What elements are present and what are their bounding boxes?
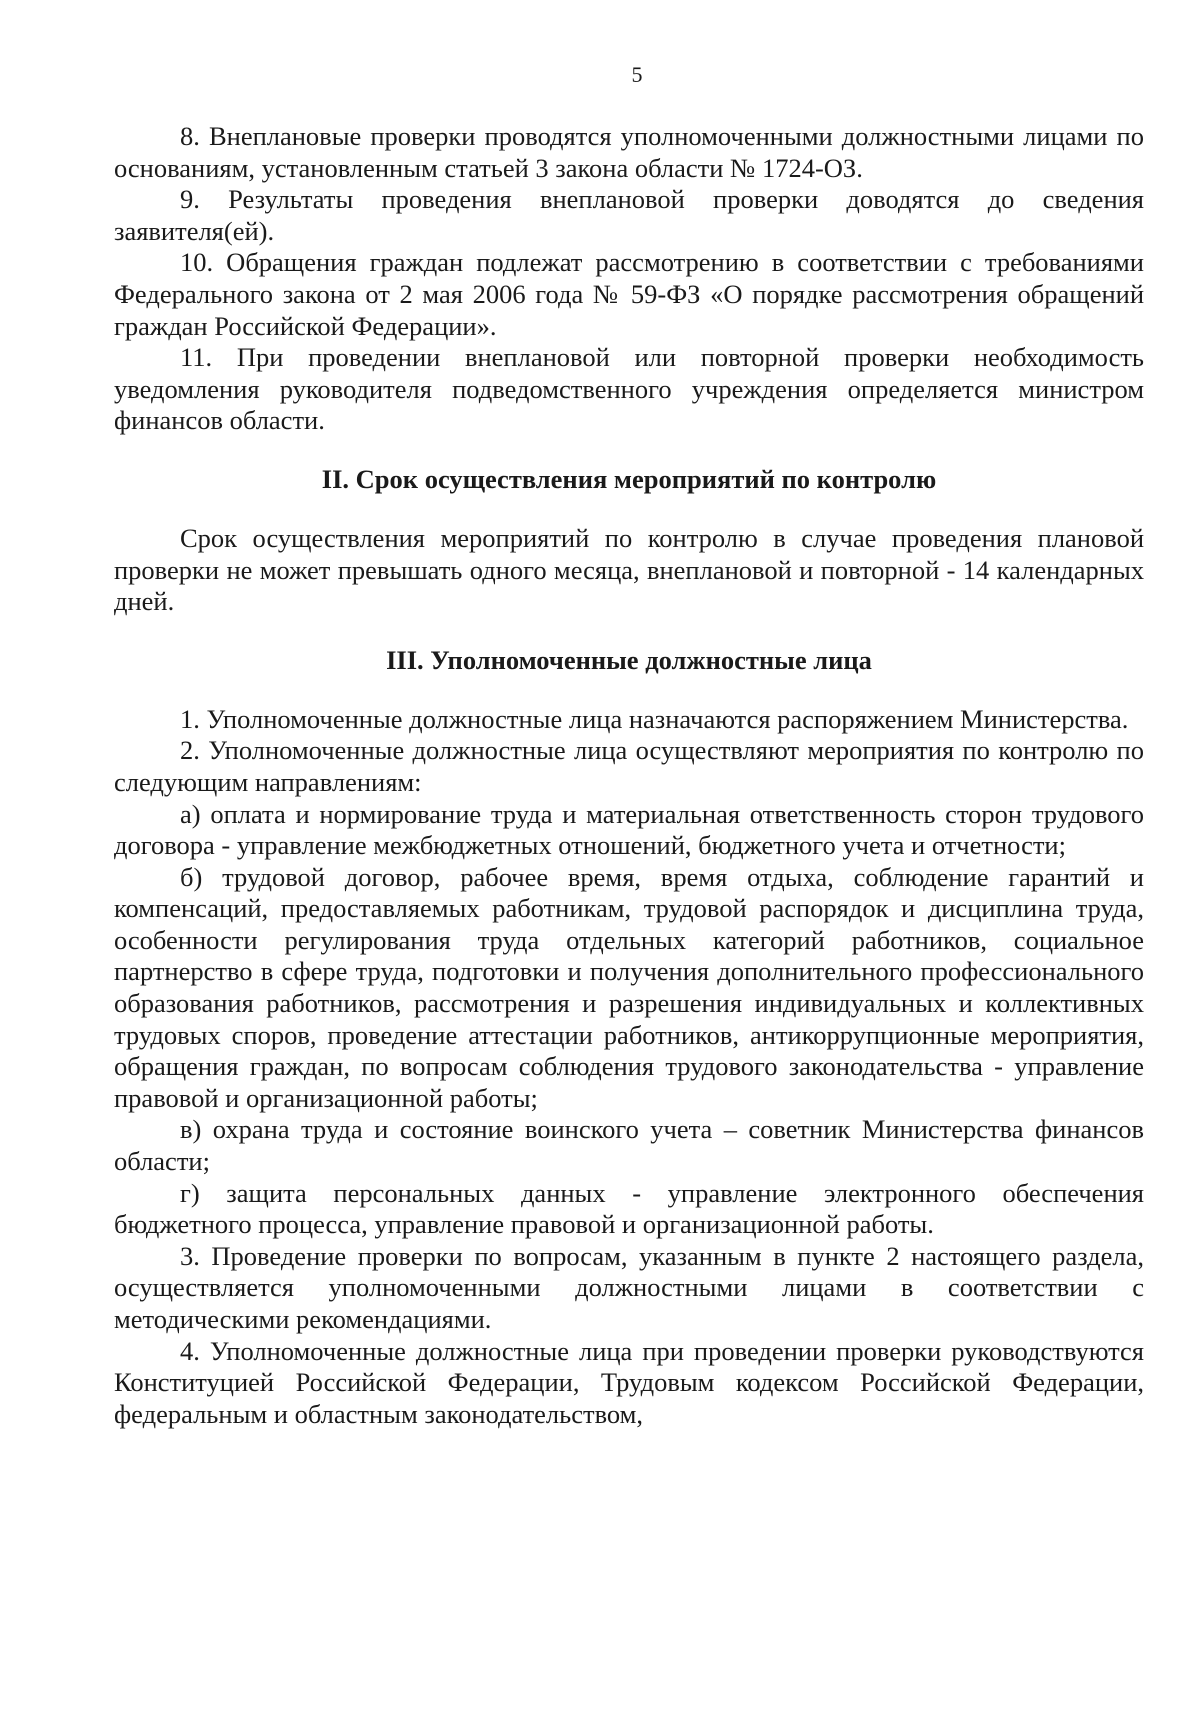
section-3-item-2a: а) оплата и нормирование труда и материальная ответственность сторон трудового договора - управление межбюджетных отношений, бюджетного учета и отчетности; <box>114 798 1144 861</box>
section-3-item-3: 3. Проведение проверки по вопросам, указанным в пункте 2 настоящего раздела, осуществляется уполномоченными должностными лицами в соответствии с методическими рекомендациями. <box>114 1240 1144 1334</box>
section-3-body <box>114 704 1144 1431</box>
section-3-title: III. Уполномоченные должностные лица <box>386 644 872 675</box>
paragraph-9: 9. Результаты проведения внеплановой проверки доводятся до сведения заявителя(ей). <box>114 184 1144 246</box>
section-2-paragraph: Срок осуществления мероприятий по контролю в случае проведения плановой проверки не может превышать одного месяца, внеплановой и повторной - 14 календарных дней. <box>114 522 1144 617</box>
paragraph-11: 11. При проведении внеплановой или повторной проверки необходимость уведомления руководителя подведомственного учреждения определяется министром финансов области. <box>114 342 1144 436</box>
section-3-item-4: 4. Уполномоченные должностные лица при проведении проверки руководствуются Конституцией Российской Федерации, Трудовым кодексом Российской Федерации, федеральным и областным законодательством, <box>114 1335 1144 1429</box>
section-3-item-2v: в) охрана труда и состояние воинского учета – советник Министерства финансов области; <box>114 1114 1144 1177</box>
section-2-title: II. Срок осуществления мероприятий по контролю <box>321 463 937 494</box>
section-3-item-2: 2. Уполномоченные должностные лица осуществляют мероприятия по контролю по следующим направлениям: <box>114 735 1144 797</box>
paragraph-10: 10. Обращения граждан подлежат рассмотрению в соответствии с требованиями Федерального закона от 2 мая 2006 года № 59-ФЗ «О порядке рассмотрения обращений граждан Российской Федерации». <box>114 247 1144 341</box>
paragraph-8: 8. Внеплановые проверки проводятся уполномоченными должностными лицами по основаниям, установленным статьей 3 закона области № 1724-ОЗ. <box>114 121 1144 183</box>
section-3-item-1: 1. Уполномоченные должностные лица назначаются распоряжением Министерства. <box>180 703 1129 734</box>
section-3-item-2g: г) защита персональных данных - управление электронного обеспечения бюджетного процесса, управление правовой и организационной работы. <box>114 1177 1144 1240</box>
section-1-body <box>114 121 1144 437</box>
page-number: 5 <box>631 62 643 87</box>
section-3-item-2b: б) трудовой договор, рабочее время, время отдыха, соблюдение гарантий и компенсаций, предоставляемых работникам, трудовой распорядок и дисциплина труда, особенности регулирования труда отдельных категорий работников, социальное партнерство в сфере труда, подготовки и получения дополнительного профессионального образования работников, рассмотрения и разрешения индивидуальных и коллективных трудовых споров, проведение аттестации работников, антикоррупционные мероприятия, обращения граждан, по вопросам соблюдения трудового законодательства - управление правовой и организационной работы; <box>114 861 1144 1113</box>
